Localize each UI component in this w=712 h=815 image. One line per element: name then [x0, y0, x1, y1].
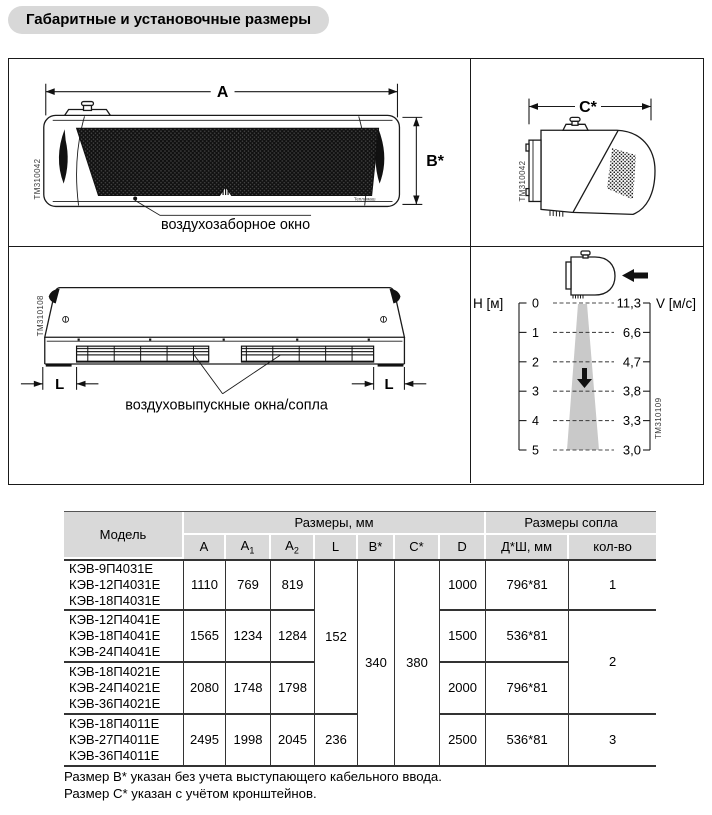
model-cell: КЭВ-18П4011Е КЭВ-27П4011Е КЭВ-36П4011Е — [64, 715, 184, 767]
col-group-dimensions: Размеры, мм — [184, 512, 486, 535]
table-row — [64, 559, 656, 611]
col-header-nozzle-size: Д*Ш, мм — [486, 535, 569, 559]
mount-bracket — [526, 140, 541, 201]
cell-a1: 769 — [226, 559, 271, 611]
drawings-panel — [8, 58, 704, 485]
v-tick: 4,7 — [622, 354, 641, 370]
footnotes — [64, 768, 442, 802]
cell-nozzle: 796*81 — [486, 559, 569, 611]
drawing-code: TM310042 — [32, 158, 42, 200]
cell-d: 2000 — [440, 663, 486, 715]
brand-text: Тепломаш — [353, 196, 376, 202]
h-tick: 2 — [532, 355, 539, 370]
drawing-code: TM310109 — [654, 397, 663, 439]
cell-d: 1000 — [440, 559, 486, 611]
col-header-b: B* — [358, 535, 395, 559]
col-header-a1: $A_1$ — [226, 535, 271, 559]
h-tick: 4 — [532, 414, 539, 429]
model-cell: КЭВ-12П4041Е КЭВ-18П4041Е КЭВ-24П4041Е — [64, 611, 184, 663]
cell-a1: 1998 — [226, 715, 271, 767]
dim-a-label: A — [216, 84, 229, 102]
dim-c-label: C* — [579, 99, 597, 116]
dimensions-table-wrap — [64, 511, 656, 767]
cell-c: 380 — [395, 559, 440, 767]
col-group-nozzle: Размеры сопла — [486, 512, 656, 535]
dim-l-right-label: L — [384, 376, 394, 393]
drawing-code: TM310042 — [517, 160, 528, 202]
drawing-code: TM310108 — [35, 295, 45, 337]
bottom-unit-outline — [45, 288, 405, 367]
unit-pictogram — [566, 251, 615, 299]
v-tick: 11,3 — [616, 295, 641, 311]
airflow-diagram — [471, 247, 703, 483]
col-header-d: D — [440, 535, 486, 559]
front-view-drawing — [9, 59, 470, 246]
dim-b-label: B* — [426, 152, 444, 170]
model-cell: КЭВ-18П4021Е КЭВ-24П4021Е КЭВ-36П4021Е — [64, 663, 184, 715]
intake-direction-arrow — [622, 269, 648, 282]
outlet-grille-right — [241, 346, 373, 362]
cell-a2: 1798 — [271, 663, 315, 715]
v-tick: 3,0 — [622, 442, 641, 458]
front-view-cell — [9, 59, 471, 247]
front-unit-outline — [44, 102, 400, 207]
v-axis-label: V [м/с] — [656, 296, 697, 311]
right-foot — [378, 364, 404, 367]
cable-gland — [82, 102, 94, 111]
footnote-b: Размер B* указан без учета выступающего кабельного ввода. — [64, 769, 442, 784]
col-header-l: L — [315, 535, 358, 559]
dim-l-left-label: L — [55, 376, 65, 393]
cell-d: 1500 — [440, 611, 486, 663]
cell-a2: 1284 — [271, 611, 315, 663]
dimension-c — [529, 99, 651, 125]
h-tick: 3 — [532, 384, 539, 399]
cell-l: 152 — [315, 559, 358, 715]
page-title: Габаритные и установочные размеры — [8, 6, 329, 34]
intake-callout-label: воздухозаборное окно — [160, 217, 311, 234]
intake-grille — [77, 128, 379, 195]
cell-l: 236 — [315, 715, 358, 767]
cell-count: 1 — [569, 559, 656, 611]
dimensions-table — [64, 511, 656, 767]
cell-b: 340 — [358, 559, 395, 767]
bottom-view-drawing — [9, 247, 470, 483]
side-view-drawing — [471, 59, 703, 246]
bottom-view-cell — [9, 247, 471, 483]
cell-count: 2 — [569, 611, 656, 715]
dimension-l-right — [352, 367, 427, 393]
cell-nozzle: 536*81 — [486, 715, 569, 767]
h-tick: 0 — [532, 296, 539, 311]
outlet-callout-label: воздуховыпускные окна/сопла — [125, 397, 328, 414]
ridge-screws — [78, 339, 370, 341]
cell-nozzle: 536*81 — [486, 611, 569, 663]
dimension-b — [402, 117, 444, 204]
footnote-c: Размер C* указан с учётом кронштейнов. — [64, 786, 317, 801]
cell-a: 1110 — [184, 559, 226, 611]
cable-gland — [570, 117, 580, 125]
outlet-grille-left — [77, 346, 209, 362]
left-foot — [46, 364, 72, 367]
cell-a1: 1748 — [226, 663, 271, 715]
cell-count: 3 — [569, 715, 656, 767]
v-tick: 3,8 — [622, 383, 641, 399]
h-tick: 5 — [532, 443, 539, 458]
cell-a2: 819 — [271, 559, 315, 611]
h-axis — [473, 296, 539, 458]
cell-a1: 1234 — [226, 611, 271, 663]
cell-a: 2495 — [184, 715, 226, 767]
cell-a: 1565 — [184, 611, 226, 663]
v-tick: 6,6 — [622, 324, 641, 340]
col-header-a2: $A_2$ — [271, 535, 315, 559]
col-header-count: кол-во — [569, 535, 656, 559]
cell-a2: 2045 — [271, 715, 315, 767]
dimension-l-left — [21, 367, 98, 393]
col-header-a: A — [184, 535, 226, 559]
col-header-c: C* — [395, 535, 440, 559]
airflow-diagram-cell — [471, 247, 703, 483]
side-unit-outline — [526, 117, 655, 216]
cell-d: 2500 — [440, 715, 486, 767]
cell-a: 2080 — [184, 663, 226, 715]
v-tick: 3,3 — [622, 413, 641, 429]
cell-nozzle: 796*81 — [486, 663, 569, 715]
h-tick: 1 — [532, 325, 539, 340]
h-axis-label: H [м] — [473, 296, 504, 311]
side-view-cell — [471, 59, 703, 247]
col-header-model: Модель — [64, 512, 184, 559]
model-cell: КЭВ-9П4031Е КЭВ-12П4031Е КЭВ-18П4031Е — [64, 559, 184, 611]
